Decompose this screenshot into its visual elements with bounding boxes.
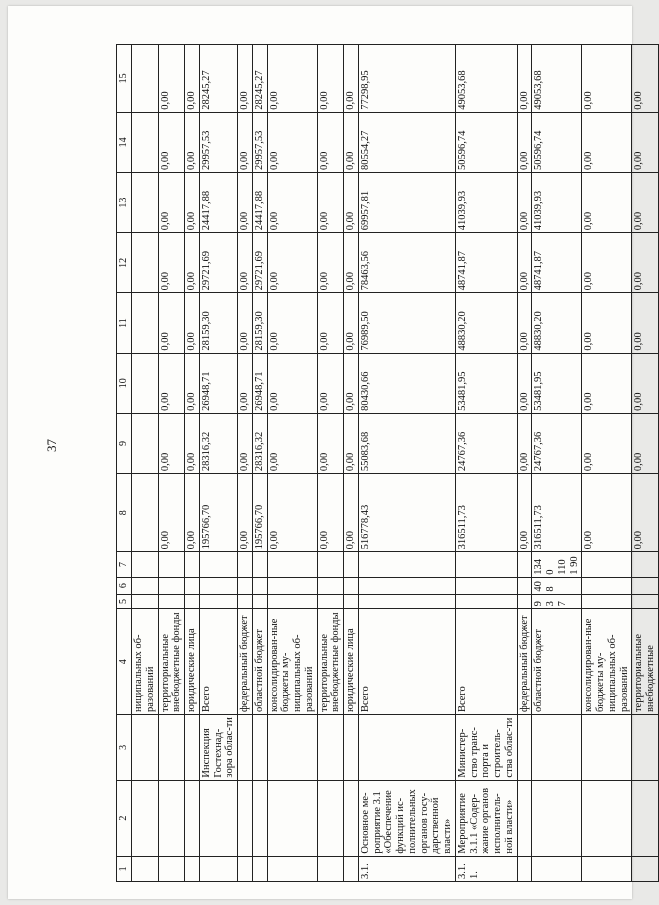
column-number-header: 4	[117, 609, 132, 715]
budget-code-cell	[344, 594, 359, 609]
funding-source-cell: ниципальных об-разований	[132, 609, 159, 715]
budget-code-cell	[185, 577, 200, 594]
amount-cell: 0,00	[632, 413, 659, 473]
amount-cell: 24417,88	[252, 172, 267, 232]
table-row	[532, 45, 582, 882]
amount-cell: 26948,71	[252, 353, 267, 413]
executor-cell	[517, 715, 532, 781]
amount-cell: 0,00	[267, 474, 317, 552]
column-number-header: 8	[117, 474, 132, 552]
budget-code-cell	[199, 577, 237, 594]
funding-source-cell: областной бюджет	[252, 609, 267, 715]
amount-cell: 516778,43	[358, 474, 455, 552]
budget-code-cell	[132, 552, 159, 577]
amount-cell: 28159,30	[199, 293, 237, 353]
program-item-cell	[185, 780, 200, 856]
budget-code-cell	[632, 552, 659, 577]
amount-cell: 316511,73	[455, 474, 517, 552]
amount-cell: 0,00	[517, 45, 532, 113]
table-row	[199, 45, 237, 882]
budget-code-cell	[517, 552, 532, 577]
amount-cell: 80554,27	[358, 112, 455, 172]
budget-code-cell	[344, 577, 359, 594]
row-number-cell	[267, 856, 317, 881]
amount-cell: 0,00	[344, 293, 359, 353]
budget-code-cell	[582, 594, 632, 609]
amount-cell: 0,00	[238, 474, 253, 552]
budget-code-cell	[455, 577, 517, 594]
amount-cell: 0,00	[185, 293, 200, 353]
budget-code-cell	[238, 594, 253, 609]
budget-code-cell	[632, 577, 659, 594]
amount-cell: 0,00	[517, 413, 532, 473]
amount-cell: 0,00	[344, 45, 359, 113]
amount-cell: 0,00	[582, 353, 632, 413]
budget-code-cell	[358, 594, 455, 609]
amount-cell: 0,00	[344, 474, 359, 552]
amount-cell: 28159,30	[252, 293, 267, 353]
rotated-table-container	[116, 44, 656, 882]
budget-code-cell	[252, 552, 267, 577]
budget-code-cell: 40 8	[532, 577, 582, 594]
budget-code-cell	[582, 577, 632, 594]
program-item-cell	[158, 780, 185, 856]
amount-cell: 0,00	[582, 293, 632, 353]
amount-cell: 26948,71	[199, 353, 237, 413]
funding-source-cell: Всего	[199, 609, 237, 715]
header-row	[117, 45, 132, 882]
amount-cell: 29957,53	[199, 112, 237, 172]
budget-code-cell	[185, 552, 200, 577]
amount-cell: 0,00	[267, 233, 317, 293]
amount-cell: 0,00	[267, 353, 317, 413]
amount-cell: 195766,70	[199, 474, 237, 552]
budget-code-cell	[455, 552, 517, 577]
funding-source-cell: федеральный бюджет	[238, 609, 253, 715]
row-number-cell: 3.1.	[358, 856, 455, 881]
budget-code-cell	[344, 552, 359, 577]
column-number-header: 2	[117, 780, 132, 856]
amount-cell: 0,00	[582, 112, 632, 172]
amount-cell: 0,00	[317, 112, 344, 172]
budget-code-cell	[517, 594, 532, 609]
amount-cell: 0,00	[317, 413, 344, 473]
row-number-cell	[238, 856, 253, 881]
amount-cell: 41039,93	[532, 172, 582, 232]
amount-cell: 53481,95	[532, 353, 582, 413]
table-row	[455, 45, 517, 882]
amount-cell	[132, 45, 159, 113]
amount-cell: 0,00	[344, 172, 359, 232]
amount-cell: 0,00	[517, 293, 532, 353]
program-item-cell: Мероприятие 3.1.1 «Содер-жание органов исполнитель-ной власти»	[455, 780, 517, 856]
executor-cell	[317, 715, 344, 781]
amount-cell: 24767,36	[532, 413, 582, 473]
amount-cell: 0,00	[344, 413, 359, 473]
amount-cell: 0,00	[158, 172, 185, 232]
amount-cell: 0,00	[185, 172, 200, 232]
amount-cell: 76989,50	[358, 293, 455, 353]
row-number-cell	[517, 856, 532, 881]
amount-cell: 41039,93	[455, 172, 517, 232]
table-row	[132, 45, 159, 882]
amount-cell: 0,00	[158, 233, 185, 293]
budget-code-cell	[252, 594, 267, 609]
amount-cell: 0,00	[185, 45, 200, 113]
budget-code-cell	[317, 577, 344, 594]
table-row	[158, 45, 185, 882]
amount-cell	[132, 474, 159, 552]
budget-code-cell	[582, 552, 632, 577]
amount-cell: 0,00	[158, 353, 185, 413]
column-number-header: 3	[117, 715, 132, 781]
amount-cell: 0,00	[517, 112, 532, 172]
amount-cell: 29957,53	[252, 112, 267, 172]
row-number-cell: 3.1.1.	[455, 856, 517, 881]
amount-cell: 0,00	[632, 474, 659, 552]
amount-cell: 0,00	[344, 233, 359, 293]
amount-cell: 0,00	[582, 172, 632, 232]
column-number-header: 10	[117, 353, 132, 413]
column-number-header: 6	[117, 577, 132, 594]
column-number-header: 9	[117, 413, 132, 473]
amount-cell	[132, 353, 159, 413]
program-item-cell	[632, 780, 659, 856]
funding-source-cell: консолидирован-ные бюджеты му-ниципальных об-разований	[267, 609, 317, 715]
amount-cell: 0,00	[517, 233, 532, 293]
program-item-cell	[238, 780, 253, 856]
amount-cell: 29721,69	[199, 233, 237, 293]
amount-cell: 48741,87	[532, 233, 582, 293]
amount-cell: 69957,81	[358, 172, 455, 232]
amount-cell: 0,00	[267, 293, 317, 353]
funding-source-cell: территориальные внебюджетные фонды	[317, 609, 344, 715]
amount-cell	[132, 413, 159, 473]
executor-cell	[158, 715, 185, 781]
amount-cell: 0,00	[267, 413, 317, 473]
executor-cell	[532, 715, 582, 781]
executor-cell: Министер-ство транс-порта и строитель-ства облас-ти	[455, 715, 517, 781]
row-number-cell	[632, 856, 659, 881]
amount-cell: 0,00	[238, 45, 253, 113]
row-number-cell	[158, 856, 185, 881]
amount-cell: 0,00	[517, 474, 532, 552]
budget-code-cell: 93 7	[532, 594, 582, 609]
table-row	[517, 45, 532, 882]
budget-code-cell	[185, 594, 200, 609]
executor-cell	[582, 715, 632, 781]
column-number-header: 7	[117, 552, 132, 577]
amount-cell: 48830,20	[455, 293, 517, 353]
amount-cell: 0,00	[185, 474, 200, 552]
row-number-cell	[344, 856, 359, 881]
amount-cell: 0,00	[267, 112, 317, 172]
budget-table	[116, 44, 659, 882]
amount-cell: 28245,27	[252, 45, 267, 113]
amount-cell: 0,00	[267, 172, 317, 232]
column-number-header: 11	[117, 293, 132, 353]
funding-source-cell: территориальные внебюджетные	[632, 609, 659, 715]
program-item-cell	[132, 780, 159, 856]
amount-cell: 28245,27	[199, 45, 237, 113]
program-item-cell	[344, 780, 359, 856]
program-item-cell	[267, 780, 317, 856]
amount-cell: 0,00	[317, 172, 344, 232]
amount-cell: 0,00	[344, 353, 359, 413]
funding-source-cell: федеральный бюджет	[517, 609, 532, 715]
table-row	[632, 45, 659, 882]
amount-cell: 0,00	[317, 45, 344, 113]
program-item-cell	[582, 780, 632, 856]
executor-cell	[267, 715, 317, 781]
amount-cell: 0,00	[238, 233, 253, 293]
amount-cell: 0,00	[317, 474, 344, 552]
budget-code-cell	[358, 552, 455, 577]
budget-code-cell	[267, 594, 317, 609]
amount-cell: 50596,74	[455, 112, 517, 172]
amount-cell: 48741,87	[455, 233, 517, 293]
amount-cell: 0,00	[158, 413, 185, 473]
budget-code-cell	[632, 594, 659, 609]
amount-cell: 0,00	[632, 112, 659, 172]
amount-cell: 0,00	[632, 45, 659, 113]
budget-code-cell	[132, 594, 159, 609]
amount-cell: 0,00	[517, 353, 532, 413]
executor-cell	[344, 715, 359, 781]
budget-code-cell	[317, 552, 344, 577]
amount-cell: 55083,68	[358, 413, 455, 473]
table-row	[267, 45, 317, 882]
amount-cell	[132, 293, 159, 353]
amount-cell: 0,00	[317, 233, 344, 293]
program-item-cell	[517, 780, 532, 856]
budget-code-cell	[358, 577, 455, 594]
budget-code-cell	[158, 577, 185, 594]
amount-cell: 0,00	[582, 474, 632, 552]
amount-cell	[132, 112, 159, 172]
budget-code-cell	[132, 577, 159, 594]
amount-cell: 28316,32	[252, 413, 267, 473]
budget-code-cell	[267, 552, 317, 577]
funding-source-cell: юридические лица	[344, 609, 359, 715]
table-row	[358, 45, 455, 882]
program-item-cell	[252, 780, 267, 856]
amount-cell: 316511,73	[532, 474, 582, 552]
amount-cell: 0,00	[238, 293, 253, 353]
amount-cell: 0,00	[632, 233, 659, 293]
amount-cell: 48830,20	[532, 293, 582, 353]
amount-cell: 0,00	[582, 233, 632, 293]
column-number-header: 1	[117, 856, 132, 881]
page-number: 37	[44, 439, 59, 452]
amount-cell: 0,00	[317, 353, 344, 413]
amount-cell: 0,00	[317, 293, 344, 353]
amount-cell: 24767,36	[455, 413, 517, 473]
program-item-cell	[317, 780, 344, 856]
executor-cell: Инспекция Гостехнад-зора облас-ти	[199, 715, 237, 781]
budget-code-cell	[158, 552, 185, 577]
amount-cell: 80430,66	[358, 353, 455, 413]
program-item-cell: Основное ме-роприятие 3.1 «Обеспечение функций ис-полнительных органов госу-дарственной власти»	[358, 780, 455, 856]
amount-cell: 0,00	[185, 413, 200, 473]
amount-cell: 0,00	[632, 172, 659, 232]
table-row	[238, 45, 253, 882]
column-number-header: 13	[117, 172, 132, 232]
executor-cell	[252, 715, 267, 781]
table-row	[317, 45, 344, 882]
row-number-cell	[252, 856, 267, 881]
row-number-cell	[132, 856, 159, 881]
amount-cell: 0,00	[267, 45, 317, 113]
amount-cell: 0,00	[238, 353, 253, 413]
funding-source-cell: консолидирован-ные бюджеты му-ниципальных об-разований	[582, 609, 632, 715]
column-number-header: 12	[117, 233, 132, 293]
budget-code-cell	[238, 577, 253, 594]
row-number-cell	[199, 856, 237, 881]
table-row	[185, 45, 200, 882]
amount-cell	[132, 172, 159, 232]
program-item-cell	[532, 780, 582, 856]
amount-cell: 0,00	[158, 45, 185, 113]
budget-code-cell	[317, 594, 344, 609]
row-number-cell	[185, 856, 200, 881]
amount-cell: 0,00	[238, 172, 253, 232]
amount-cell	[132, 233, 159, 293]
amount-cell: 0,00	[185, 353, 200, 413]
budget-code-cell	[455, 594, 517, 609]
amount-cell: 49053,68	[532, 45, 582, 113]
funding-source-cell: Всего	[455, 609, 517, 715]
budget-code-cell	[517, 577, 532, 594]
funding-source-cell: юридические лица	[185, 609, 200, 715]
budget-code-cell	[199, 552, 237, 577]
budget-code-cell: 1340 1101 90	[532, 552, 582, 577]
column-number-header: 15	[117, 45, 132, 113]
budget-code-cell	[158, 594, 185, 609]
program-item-cell	[199, 780, 237, 856]
funding-source-cell: территориальные внебюджетные фонды	[158, 609, 185, 715]
amount-cell: 0,00	[632, 353, 659, 413]
table-row	[344, 45, 359, 882]
executor-cell	[632, 715, 659, 781]
budget-code-cell	[238, 552, 253, 577]
amount-cell: 78463,56	[358, 233, 455, 293]
document-page	[8, 6, 656, 899]
column-number-header: 5	[117, 594, 132, 609]
funding-source-cell: Всего	[358, 609, 455, 715]
amount-cell: 0,00	[238, 112, 253, 172]
funding-source-cell: областной бюджет	[532, 609, 582, 715]
column-number-header: 14	[117, 112, 132, 172]
amount-cell: 50596,74	[532, 112, 582, 172]
row-number-cell	[582, 856, 632, 881]
row-number-cell	[317, 856, 344, 881]
amount-cell: 0,00	[185, 112, 200, 172]
amount-cell: 0,00	[158, 293, 185, 353]
amount-cell: 0,00	[344, 112, 359, 172]
amount-cell: 53481,95	[455, 353, 517, 413]
amount-cell: 0,00	[632, 293, 659, 353]
executor-cell	[132, 715, 159, 781]
amount-cell: 0,00	[185, 233, 200, 293]
amount-cell: 77298,95	[358, 45, 455, 113]
amount-cell: 0,00	[517, 172, 532, 232]
executor-cell	[358, 715, 455, 781]
amount-cell: 0,00	[582, 413, 632, 473]
budget-code-cell	[199, 594, 237, 609]
table-row	[582, 45, 632, 882]
amount-cell: 24417,88	[199, 172, 237, 232]
amount-cell: 29721,69	[252, 233, 267, 293]
amount-cell: 49053,68	[455, 45, 517, 113]
amount-cell: 0,00	[238, 413, 253, 473]
executor-cell	[238, 715, 253, 781]
budget-code-cell	[267, 577, 317, 594]
executor-cell	[185, 715, 200, 781]
amount-cell: 0,00	[582, 45, 632, 113]
amount-cell: 0,00	[158, 474, 185, 552]
budget-code-cell	[252, 577, 267, 594]
table-row	[252, 45, 267, 882]
amount-cell: 28316,32	[199, 413, 237, 473]
amount-cell: 195766,70	[252, 474, 267, 552]
amount-cell: 0,00	[158, 112, 185, 172]
row-number-cell	[532, 856, 582, 881]
